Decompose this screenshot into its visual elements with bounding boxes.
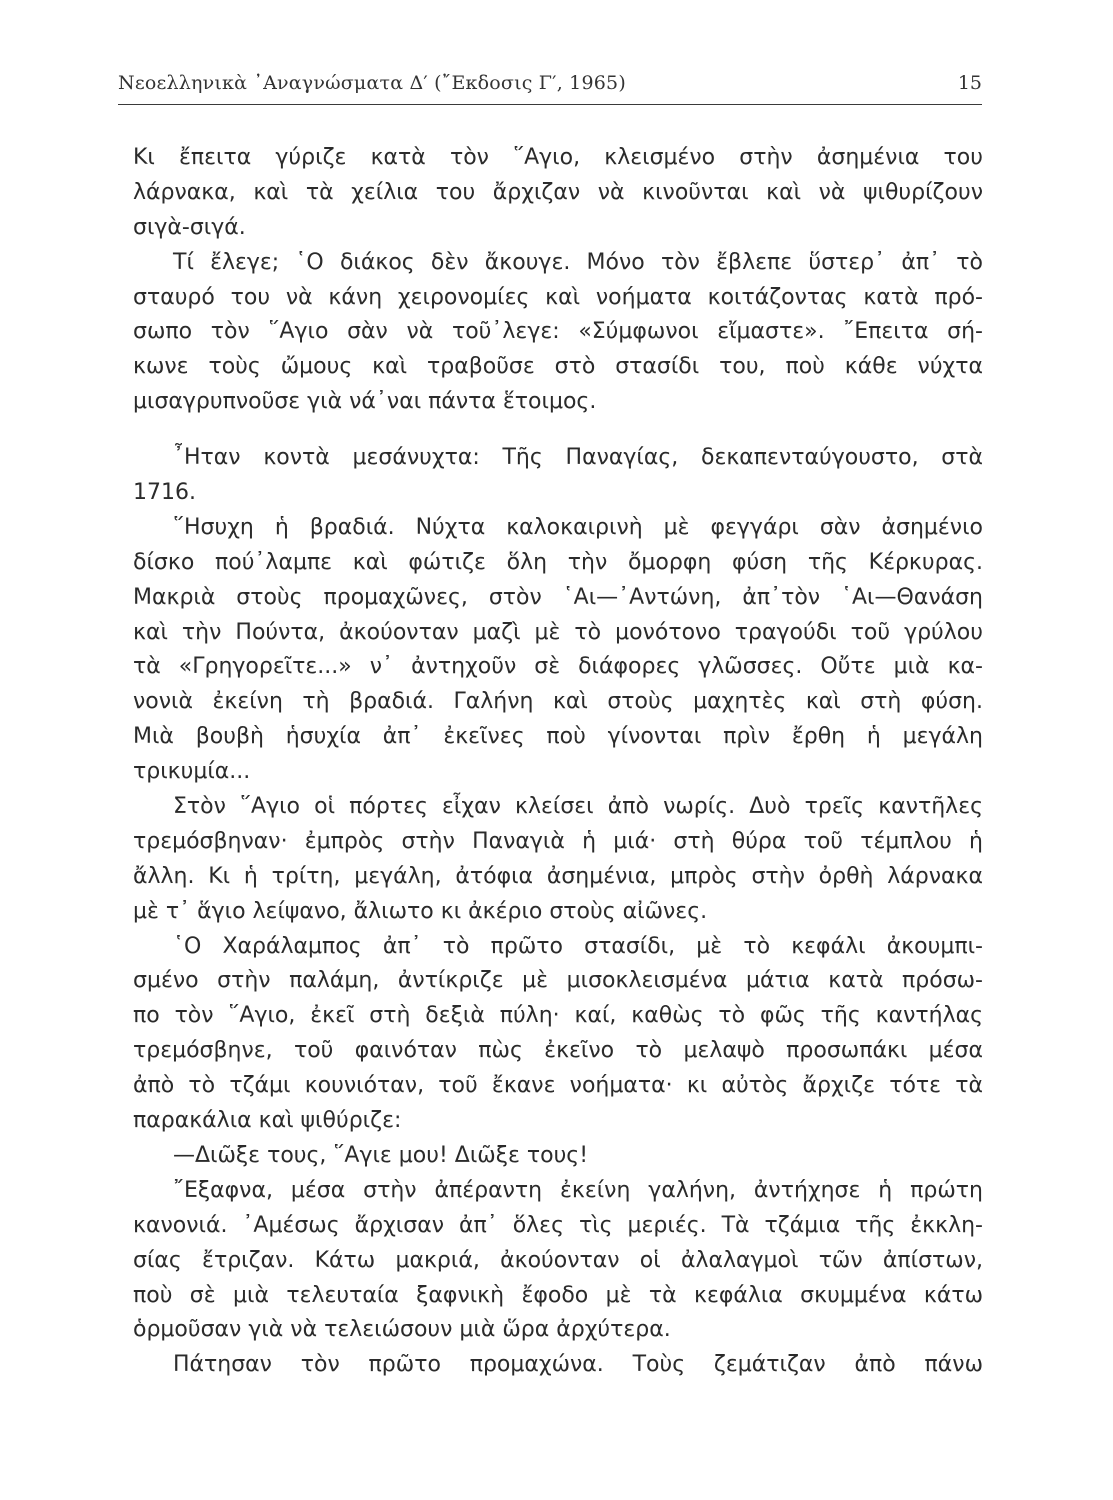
text-line: κωνε τοὺς ὤμους καὶ τραβοῦσε στὸ στασίδι του, ποὺ κάθε νύχτα	[133, 354, 983, 380]
text-line: Τί ἔλεγε; ῾Ο διάκος δὲν ἄκουγε. Μόνο τὸν ἔβλεπε ὕστερ᾿ ἀπ᾿ τὸ	[173, 249, 983, 275]
text-line: ἄλλη. Κι ἡ τρίτη, μεγάλη, ἀτόφια ἀσημένια, μπρὸς στὴν ὀρθὴ λάρνακα	[133, 863, 983, 889]
text-line: ῞Ησυχη ἡ βραδιά. Νύχτα καλοκαιρινὴ μὲ φεγγάρι σὰν ἀσημένιο	[173, 514, 983, 540]
text-line: καὶ τὴν Πούντα, ἀκούονταν μαζὶ μὲ τὸ μονότονο τραγούδι τοῦ γρύλου	[133, 619, 983, 645]
text-line: σωπο τὸν ῞Αγιο σὰν νὰ τοῦ᾿λεγε: «Σύμφωνοι εἴμαστε». ῎Επειτα σή-	[133, 319, 983, 345]
text-line: νονιὰ ἐκείνη τὴ βραδιά. Γαλήνη καὶ στοὺς μαχητὲς καὶ στὴ φύση.	[133, 689, 983, 715]
text-line: κανονιά. ᾿Αμέσως ἄρχισαν ἀπ᾿ ὅλες τὶς μεριές. Τὰ τζάμια τῆς ἐκκλη-	[133, 1212, 983, 1238]
text-line: 1716.	[133, 480, 196, 506]
text-line: ῎Εξαφνα, μέσα στὴν ἀπέραντη ἐκείνη γαλήνη, ἀντήχησε ἡ πρώτη	[173, 1177, 983, 1203]
text-line: σμένο στὴν παλάμη, ἀντίκριζε μὲ μισοκλεισμένα μάτια κατὰ πρόσω-	[133, 968, 983, 994]
text-line: σταυρό του νὰ κάνη χειρονομίες καὶ νοήματα κοιτάζοντας κατὰ πρό-	[133, 284, 983, 310]
text-line: τὰ «Γρηγορεῖτε...» ν᾿ ἀντηχοῦν σὲ διάφορες γλῶσσες. Οὔτε μιὰ κα-	[133, 654, 983, 680]
page-number: 15	[957, 72, 982, 94]
header-title: Νεοελληνικὰ ᾿Αναγνώσματα Δ′ (῎Εκδοσις Γ′, 1965)	[118, 72, 626, 94]
text-line: Μιὰ βουβὴ ἡσυχία ἀπ᾿ ἐκεῖνες ποὺ γίνονται πρὶν ἔρθη ἡ μεγάλη	[133, 724, 983, 750]
text-line: παρακάλια καὶ ψιθύριζε:	[133, 1108, 402, 1134]
text-line: σιγὰ-σιγά.	[133, 214, 246, 240]
body-text	[133, 141, 983, 1383]
text-line: τρικυμία...	[133, 759, 251, 785]
text-line: ἀπὸ τὸ τζάμι κουνιόταν, τοῦ ἔκανε νοήματα· κι αὐτὸς ἄρχιζε τότε τὰ	[133, 1073, 983, 1099]
text-line: σίας ἔτριζαν. Κάτω μακριά, ἀκούονταν οἱ ἀλαλαγμοὶ τῶν ἀπίστων,	[133, 1247, 983, 1273]
text-line: τρεμόσβηνε, τοῦ φαινόταν πὼς ἐκεῖνο τὸ μελαψὸ προσωπάκι μέσα	[133, 1038, 983, 1064]
text-line: Μακριὰ στοὺς προμαχῶνες, στὸν ῾Αι—᾿Αντώνη, ἀπ᾿τὸν ῾Αι—Θανάση	[133, 584, 983, 610]
text-line: Πάτησαν τὸν πρῶτο προμαχώνα. Τοὺς ζεμάτιζαν ἀπὸ πάνω	[173, 1352, 983, 1378]
text-line: λάρνακα, καὶ τὰ χείλια του ἄρχιζαν νὰ κινοῦνται καὶ νὰ ψιθυρίζουν	[133, 179, 983, 205]
text-line: ῾Ο Χαράλαμπος ἀπ᾿ τὸ πρῶτο στασίδι, μὲ τὸ κεφάλι ἀκουμπι-	[173, 933, 983, 959]
text-line: πο τὸν ῞Αγιο, ἐκεῖ στὴ δεξιὰ πύλη· καί, καθὼς τὸ φῶς τῆς καντήλας	[133, 1003, 983, 1029]
text-line: ὁρμοῦσαν γιὰ νὰ τελειώσουν μιὰ ὥρα ἀρχύτερα.	[133, 1317, 671, 1343]
text-line: —Διῶξε τους, ῞Αγιε μου! Διῶξε τους!	[173, 1142, 589, 1168]
text-line: Στὸν ῞Αγιο οἱ πόρτες εἶχαν κλείσει ἀπὸ νωρίς. Δυὸ τρεῖς καντῆλες	[173, 794, 983, 820]
text-line: μισαγρυπνοῦσε γιὰ νά᾿ναι πάντα ἕτοιμος.	[133, 389, 597, 415]
running-header	[118, 64, 982, 105]
text-line: Κι ἔπειτα γύριζε κατὰ τὸν ῞Αγιο, κλεισμένο στὴν ἀσημένια του	[133, 145, 983, 170]
text-line: δίσκο πού᾿λαμπε καὶ φώτιζε ὅλη τὴν ὄμορφη φύση τῆς Κέρκυρας.	[133, 549, 983, 575]
text-line: ποὺ σὲ μιὰ τελευταία ξαφνικὴ ἔφοδο μὲ τὰ κεφάλια σκυμμένα κάτω	[133, 1282, 983, 1308]
text-line: μὲ τ᾿ ἅγιο λείψανο, ἄλιωτο κι ἀκέριο στοὺς αἰῶνες.	[133, 898, 708, 924]
text-line: τρεμόσβηναν· ἐμπρὸς στὴν Παναγιὰ ἡ μιά· στὴ θύρα τοῦ τέμπλου ἡ	[133, 828, 983, 854]
text-line: ῏Ηταν κοντὰ μεσάνυχτα: Τῆς Παναγίας, δεκαπενταύγουστο, στὰ	[173, 445, 983, 471]
